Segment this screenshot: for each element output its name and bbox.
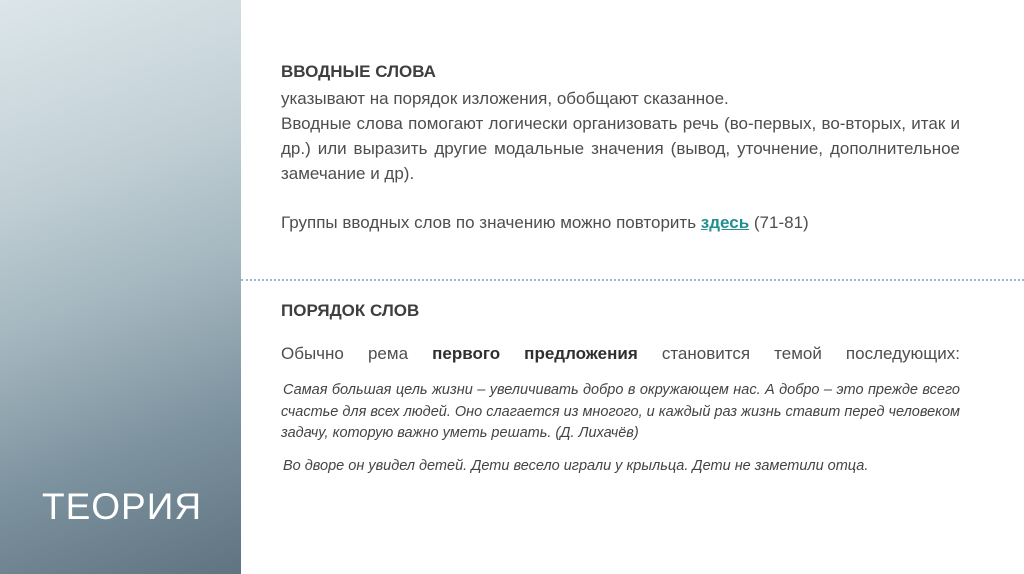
section-heading-word-order: ПОРЯДОК СЛОВ: [281, 301, 420, 320]
word-order-intro-line: [281, 341, 960, 366]
section-word-order: [281, 301, 960, 478]
groups-here-link[interactable]: здесь: [700, 213, 750, 232]
intro-suffix-text: становится темой последующих:: [637, 344, 960, 363]
groups-prefix-text: Группы вводных слов по значению можно повторить: [281, 213, 701, 232]
intro-prefix-text: Обычно рема: [281, 344, 433, 363]
sidebar-title: ТЕОРИЯ: [42, 486, 203, 527]
groups-suffix-text: (71-81): [749, 213, 809, 232]
example-quote-text: Самая большая цель жизни – увеличивать добро в окружающем нас. А добро – это прежде всего счастье для всех людей. Оно слагается из многого, и каждый раз жизнь ставит перед человеком задачу, которую важно уметь решать. (Д. Лихачёв): [281, 382, 960, 441]
intro-words-groups: [281, 210, 960, 235]
example-quote-likhachev: [281, 380, 960, 444]
intro-bold-text: первого предложения: [432, 344, 638, 363]
intro-words-summary: указывают на порядок изложения, обобщают сказанное.: [281, 89, 729, 108]
example-children: [281, 456, 960, 478]
intro-words-description: Вводные слова помогают логически организовать речь (во-первых, во-вторых, итак и др.) или выразить другие модальные значения (вывод, уточнение, дополнительное замечание и др).: [281, 114, 960, 183]
section-divider: [241, 279, 1024, 281]
section-intro-words: [281, 62, 960, 235]
sidebar-panel: [0, 0, 241, 574]
section-heading-intro-words: ВВОДНЫЕ СЛОВА: [281, 62, 436, 81]
example-children-text: Во дворе он увидел детей. Дети весело играли у крыльца. Дети не заметили отца.: [283, 458, 869, 474]
